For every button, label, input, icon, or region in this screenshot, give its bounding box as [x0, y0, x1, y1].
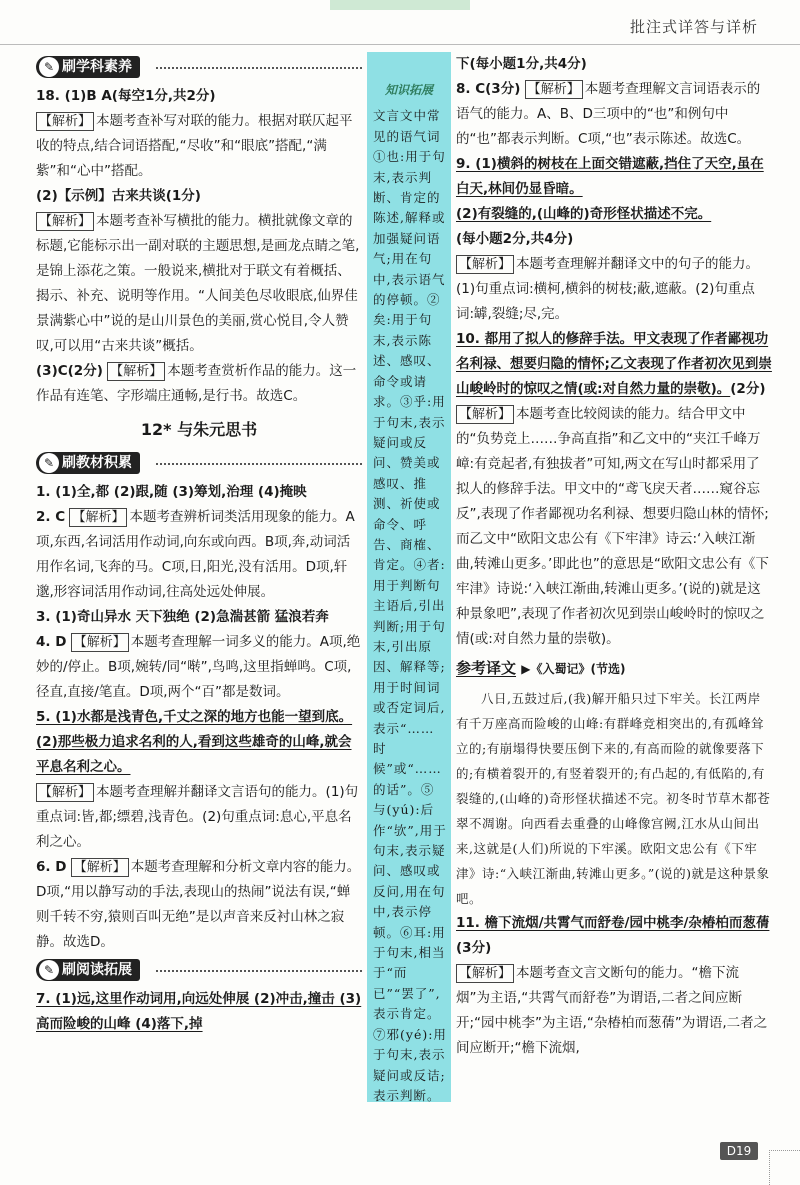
analysis-tag: 【解析】	[456, 964, 514, 983]
q10-analysis-para: 【解析】 本题考查比较阅读的能力。结合甲文中的“负势竞上……争高直指”和乙文中的“夹江千峰万嶂:有竞起者,有独拔者”可知,两文在写山时都采用了拟人的修辞手法。甲文中的“鸢飞戾天者……窥谷忘反”,表现了作者鄙视功名利禄、想要归隐山林的情怀;而乙文中“欧阳文忠公有《下牢津》诗云:‘入峡江渐曲,转滩山更多。’即此也”的意思是“欧阳文忠公有《下牢津》诗说:‘入峡江渐曲,转滩山更多。’(说的)就是这种景象吧”,表现了作者初次见到崇山峻岭时的惊叹之情(或:对自然力量的崇敬)。	[456, 406, 769, 647]
q9-1-answer: 9. (1)横斜的树枝在上面交错遮蔽,挡住了天空,虽在白天,林间仍显昏暗。	[456, 156, 764, 197]
q9-analysis-para: 【解析】 本题考查理解并翻译文中的句子的能力。(1)句重点词:横柯,横斜的树枝;蔽,遮蔽。(2)句重点词:罅,裂缝;尽,完。	[456, 256, 760, 322]
q18-analysis-para: 【解析】 本题考查补写对联的能力。根据对联仄起平收的特点,结合词语搭配,“尽收”和“眼底”搭配,“满紫”和“心中”搭配。	[36, 113, 353, 179]
section-title: 刷学科素养	[62, 59, 132, 75]
analysis-tag: 【解析】	[69, 508, 127, 527]
analysis-tag: 【解析】	[107, 362, 165, 381]
section-title: 刷教材积累	[62, 455, 132, 471]
brush-icon: ✎	[39, 453, 59, 473]
right-column	[456, 52, 772, 1061]
top-decor-bar	[330, 0, 470, 10]
reference-translation-body: 八日,五鼓过后,(我)解开船只过下牢关。长江两岸有千万座高而险峻的山峰:有群峰竞相突出的,有孤峰耸立的;有崩塌得快要压倒下来的,有高而险的就像要落下的;有横着裂开的,有竖着裂开的;有凸起的,有低陷的,有裂缝的,(山峰的)奇形怪状描述不完。初冬时节草木都苍翠不凋谢。向西看去重叠的山峰像宫阙,江水从山间出来,这就是(人们)所说的下牢溪。欧阳文忠公有《下牢津》诗:“入峡江渐曲,转滩山更多。”(说的)就是这种景象吧。	[456, 691, 771, 906]
analysis-tag: 【解析】	[525, 80, 583, 99]
q5-analysis-para: 【解析】 本题考查理解并翻译文言语句的能力。(1)句重点词:皆,都;缥碧,浅青色。(2)句重点词:息心,平息名利之心。	[36, 784, 359, 850]
knowledge-expansion-box	[367, 52, 451, 1102]
q4-para: 4. D 【解析】 本题考查理解一词多义的能力。A项,绝妙的/停止。B项,婉转/同“啭”,鸟鸣,这里指蝉鸣。C项,径直,直接/笔直。D项,两个“百”都是数词。	[36, 634, 361, 700]
q2-para: 2. C 【解析】 本题考查辨析词类活用现象的能力。A项,东西,名词活用作动词,向东或向西。B项,奔,动词活用作名词,飞奔的马。C项,日,阳光,没有活用。D项,轩邈,形容词活用作动词,往高处远处伸展。	[36, 509, 355, 600]
q18-2-head: (2)【示例】古来共谈(1分)	[36, 188, 201, 204]
section-brush-reading	[36, 957, 362, 983]
brush-icon: ✎	[39, 57, 59, 77]
q18-3-para: (3)C(2分) 【解析】 本题考查赏析作品的能力。这一作品有连笔、字形端庄通畅,是行书。故选C。	[36, 363, 357, 404]
analysis-tag: 【解析】	[36, 212, 94, 231]
q10-answer-para: 10. 都用了拟人的修辞手法。甲文表现了作者鄙视功名利禄、想要归隐的情怀;乙文表现了作者初次见到崇山峻岭时的惊叹之情(或:对自然力量的崇敬)。(2分)	[456, 331, 772, 397]
analysis-tag: 【解析】	[71, 633, 129, 652]
analysis-tag: 【解析】	[71, 858, 129, 877]
knowledge-title: 知识拓展	[384, 83, 433, 97]
reference-translation-title: 参考译文 ▶《入蜀记》(节选)	[456, 659, 626, 677]
brush-icon: ✎	[39, 960, 59, 980]
analysis-tag: 【解析】	[36, 112, 94, 131]
analysis-tag: 【解析】	[456, 405, 514, 424]
lesson-title: 12* 与朱元思书	[140, 420, 258, 439]
analysis-tag: 【解析】	[456, 255, 514, 274]
section-title: 刷阅读拓展	[62, 962, 132, 978]
q7-tail: 下(每小题1分,共4分)	[456, 56, 587, 72]
q7-answer: 7. (1)远,这里作动词用,向远处伸展 (2)冲击,撞击 (3)高而险峻的山峰 (4)落下,掉	[36, 991, 362, 1032]
knowledge-body: 文言文中常见的语气词①也:用于句末,表示判断、肯定的陈述,解释或加强疑问语气;用在句中,表示语气的停顿。②矣:用于句末,表示陈述、感叹、命令或请求。③乎:用于句末,表示疑问或反问、赞美或感叹、推测、祈使或命令、呼告、商榷、肯定。④者:用于判断句主语后,引出判断;用于句末,引出原因、解释等;用于时间词或否定词后,表示“……时候”或“……的话”。⑤与(yú):后作“欤”,用于句末,表示疑问、感叹或反问,用在句中,表示停顿。⑥耳:用于句末,相当于“而已”“罢了”,表示肯定。⑦邪(yé):用于句末,表示疑问或反诘;表示判断。	[373, 108, 447, 1103]
q11-answer-para: 11. 檐下流烟/共霄气而舒卷/园中桃李/杂椿柏而葱蒨(3分)	[456, 915, 770, 956]
left-column	[36, 52, 362, 1037]
q18-2-analysis-para: 【解析】 本题考查补写横批的能力。横批就像文章的标题,它能标示出一副对联的主题思想,是画龙点睛之笔,是锦上添花之策。一般说来,横批对于联文有着概括、揭示、补充、说明等作用。“人间美色尽收眼底,仙界佳景满紫心中”说的是山川景色的美丽,赏心悦目,令人赞叹,可以用“古来共谈”概括。	[36, 213, 360, 354]
header-title: 批注式详答与详析	[629, 18, 758, 36]
q11-analysis-para: 【解析】 本题考查文言文断句的能力。“檐下流烟”为主语,“共霄气而舒卷”为谓语,二者之间应断开;“园中桃李”为主语,“杂椿柏而葱蒨”为谓语,二者之间应断开;“檐下流烟,	[456, 965, 768, 1056]
q18-head: 18. (1)B A(每空1分,共2分)	[36, 88, 216, 104]
q9-2-answer: (2)有裂缝的,(山峰的)奇形怪状描述不完。	[456, 206, 712, 222]
section-brush-literacy	[36, 54, 362, 80]
header-rule	[0, 44, 800, 45]
q3-answer: 3. (1)奇山异水 天下独绝 (2)急湍甚箭 猛浪若奔	[36, 609, 329, 625]
q1-answer: 1. (1)全,都 (2)跟,随 (3)筹划,治理 (4)掩映	[36, 484, 307, 500]
page-number: D19	[720, 1142, 758, 1160]
q5-2-answer: (2)那些极力追求名利的人,看到这些雄奇的山峰,就会平息名利之心。	[36, 734, 352, 775]
q8-para: 8. C(3分) 【解析】 本题考查理解文言词语表示的语气的能力。A、B、D三项中的“也”和例句中的“也”都表示判断。C项,“也”表示陈述。故选C。	[456, 81, 761, 147]
q6-para: 6. D 【解析】 本题考查理解和分析文章内容的能力。D项,“用以静写动的手法,表现山的热闹”说法有误,“蝉则千转不穷,猿则百叫无绝”是以声音来反衬山林之寂静。故选D。	[36, 859, 361, 950]
q9-score: (每小题2分,共4分)	[456, 231, 574, 247]
corner-decor	[769, 1150, 800, 1185]
q5-1-answer: 5. (1)水都是浅青色,千丈之深的地方也能一望到底。	[36, 709, 353, 725]
analysis-tag: 【解析】	[36, 783, 94, 802]
section-brush-textbook	[36, 450, 362, 476]
